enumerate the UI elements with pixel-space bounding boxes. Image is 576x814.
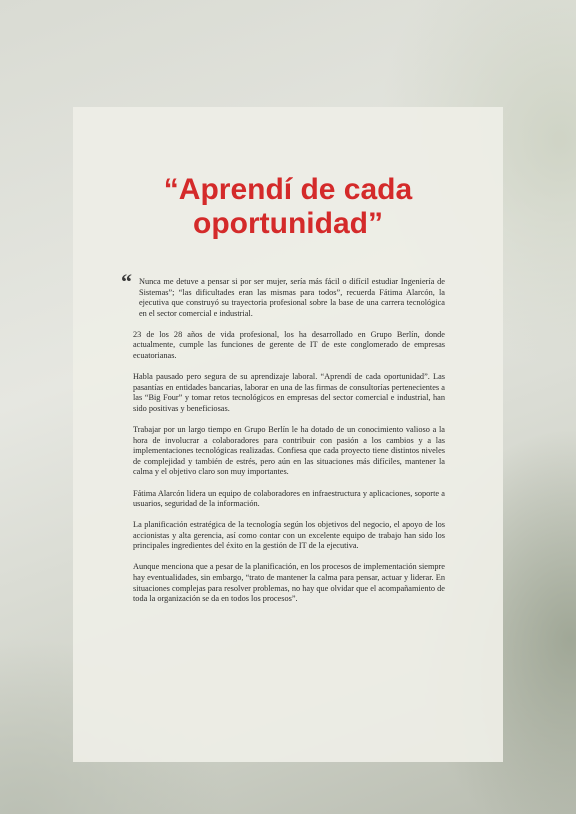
paragraph-2: 23 de los 28 años de vida profesional, los ha desarrollado en Grupo Berlín, donde actualmente, cumple las funciones de gerente de IT de este conglomerado de empresas ecuatorianas. (133, 329, 445, 361)
title-line-1: “Aprendí de cada (163, 173, 413, 206)
article-body (121, 269, 445, 615)
paragraph-1 (121, 269, 445, 319)
paragraph-4: Trabajar por un largo tiempo en Grupo Berlín le ha dotado de un conocimiento valioso a la hora de involucrar a colaboradores para contribuir con pasión a los cambios y a las implementaciones tecnológicas realizadas. Confiesa que cada proyecto tiene distintos niveles de complejidad y también de estrés, pero aún en las situaciones más difíciles, mantener la calma y el objetivo claro son muy importantes. (133, 425, 445, 477)
paragraph-6: La planificación estratégica de la tecnología según los objetivos del negocio, el apoyo de los accionistas y alta gerencia, así como contar con un excelente equipo de trabajo han sido los principales ingredientes del éxito en la gestión de IT de la ejecutiva. (133, 520, 445, 551)
open-quote-icon: “ (121, 269, 132, 294)
paragraph-5: Fátima Alarcón lidera un equipo de colaboradores en infraestructura y aplicaciones, soporte a usuarios, seguridad de la información. (133, 488, 445, 509)
paragraph-1-text: Nunca me detuve a pensar si por ser mujer, sería más fácil o difícil estudiar Ingeniería de Sistemas”; “las dificultades eran las mismas para todos”, recuerda Fátima Alarcón, la ejecutiva que construyó su trayectoria profesional sobre la base de una carrera tecnológica en el sector comercial e industrial. (139, 277, 445, 318)
title-line-2: oportunidad” (193, 207, 383, 240)
article-title (0, 173, 576, 241)
paragraph-7: Aunque menciona que a pesar de la planificación, en los procesos de implementación siempre hay eventualidades, sin embargo, “trato de mantener la calma para pensar, actuar y liderar. En situaciones complejas para resolver problemas, no hay que olvidar que el acompañamiento de toda la organización se da en todos los procesos”. (133, 562, 445, 604)
paragraph-3: Habla pausado pero segura de su aprendizaje laboral. “Aprendí de cada oportunidad”. Las pasantías en entidades bancarias, laborar en una de las firmas de consultorías pertenecientes a las “Big Four” y tomar retos tecnológicos en empresas del sector comercial e industrial, han sido positivas y beneficiosas. (133, 372, 445, 413)
